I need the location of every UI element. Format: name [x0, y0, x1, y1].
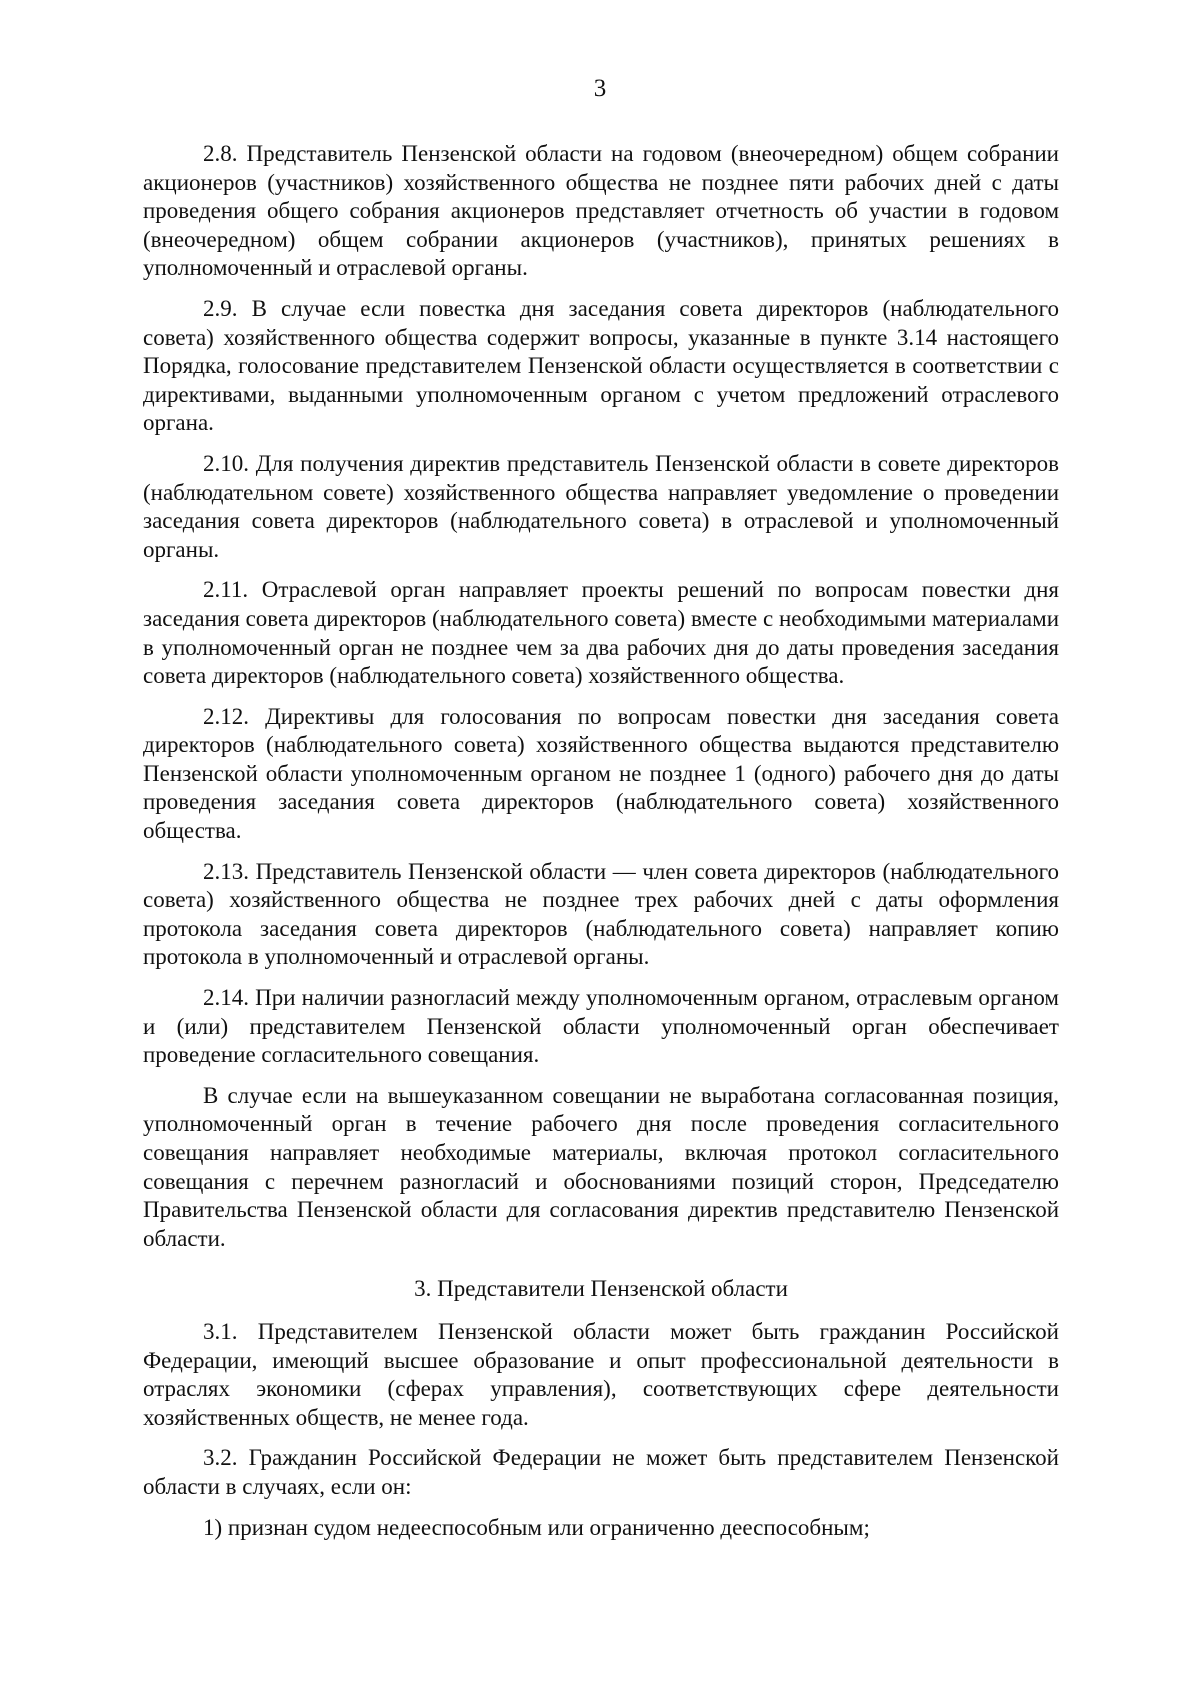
document-body — [143, 140, 1059, 1554]
paragraph-3-2: 3.2. Гражданин Российской Федерации не может быть представителем Пензенской области в случаях, если он: — [143, 1445, 1059, 1499]
paragraph-2-12: 2.12. Директивы для голосования по вопросам повестки дня заседания совета директоров (наблюдательного совета) хозяйственного общества выдаются представителю Пензенской области уполномоченным органом не позднее 1 (одного) рабочего дня до даты проведения заседания совета директоров (наблюдательного совета) хозяйственного общества. — [143, 703, 1059, 844]
paragraph-2-13: 2.13. Представитель Пензенской области — член совета директоров (наблюдательного совета) хозяйственного общества не позднее трех рабочих дней с даты оформления протокола заседания совета директоров (наблюдательного совета) направляет копию протокола в уполномоченный и отраслевой органы. — [143, 858, 1059, 970]
section-title: 3. Представители Пензенской области — [414, 1276, 788, 1302]
paragraph-2-8: 2.8. Представитель Пензенской области на годовом (внеочередном) общем собрании акционеров (участников) хозяйственного общества не позднее пяти рабочих дней с даты проведения общего собрания акционеров представляет отчетность об участии в годовом (внеочередном) общем собрании акционеров (участников), принятых решениях в уполномоченный и отраслевой органы. — [143, 141, 1059, 281]
paragraph-3-1: 3.1. Представителем Пензенской области может быть гражданин Российской Федерации, имеющий высшее образование и опыт профессиональной деятельности в отраслях экономики (сферах управления), соответствующих сфере деятельности хозяйственных обществ, не менее года. — [143, 1318, 1059, 1430]
paragraph-2-9: 2.9. В случае если повестка дня заседания совета директоров (наблюдательного совета) хозяйственного общества содержит вопросы, указанные в пункте 3.14 настоящего Порядка, голосование представителем Пензенской области осуществляется в соответствии с директивами, выданными уполномоченным органом с учетом предложений отраслевого органа. — [143, 295, 1059, 436]
page-number: 3 — [593, 75, 607, 102]
paragraph-2-10: 2.10. Для получения директив представитель Пензенской области в совете директоров (наблюдательном совете) хозяйственного общества направляет уведомление о проведении заседания совета директоров (наблюдательного совета) в отраслевой и уполномоченный органы. — [143, 450, 1059, 562]
paragraph-2-14: 2.14. При наличии разногласий между уполномоченным органом, отраслевым органом и (или) представителем Пензенской области уполномоченный орган обеспечивает проведение согласительного совещания. — [143, 985, 1059, 1068]
paragraph-2-14-continued: В случае если на вышеуказанном совещании не выработана согласованная позиция, уполномоченный орган в течение рабочего дня после проведения согласительного совещания направляет необходимые материалы, включая протокол согласительного совещания с перечнем разногласий и обоснованиями позиций сторон, Председателю Правительства Пензенской области для согласования директив представителю Пензенской области. — [143, 1082, 1059, 1251]
paragraph-2-11: 2.11. Отраслевой орган направляет проекты решений по вопросам повестки дня заседания совета директоров (наблюдательного совета) вместе с необходимыми материалами в уполномоченный орган не позднее чем за два рабочих дня до даты проведения заседания совета директоров (наблюдательного совета) хозяйственного общества. — [143, 577, 1059, 689]
list-item: 1) признан судом недееспособным или ограниченно дееспособным; — [203, 1514, 870, 1540]
